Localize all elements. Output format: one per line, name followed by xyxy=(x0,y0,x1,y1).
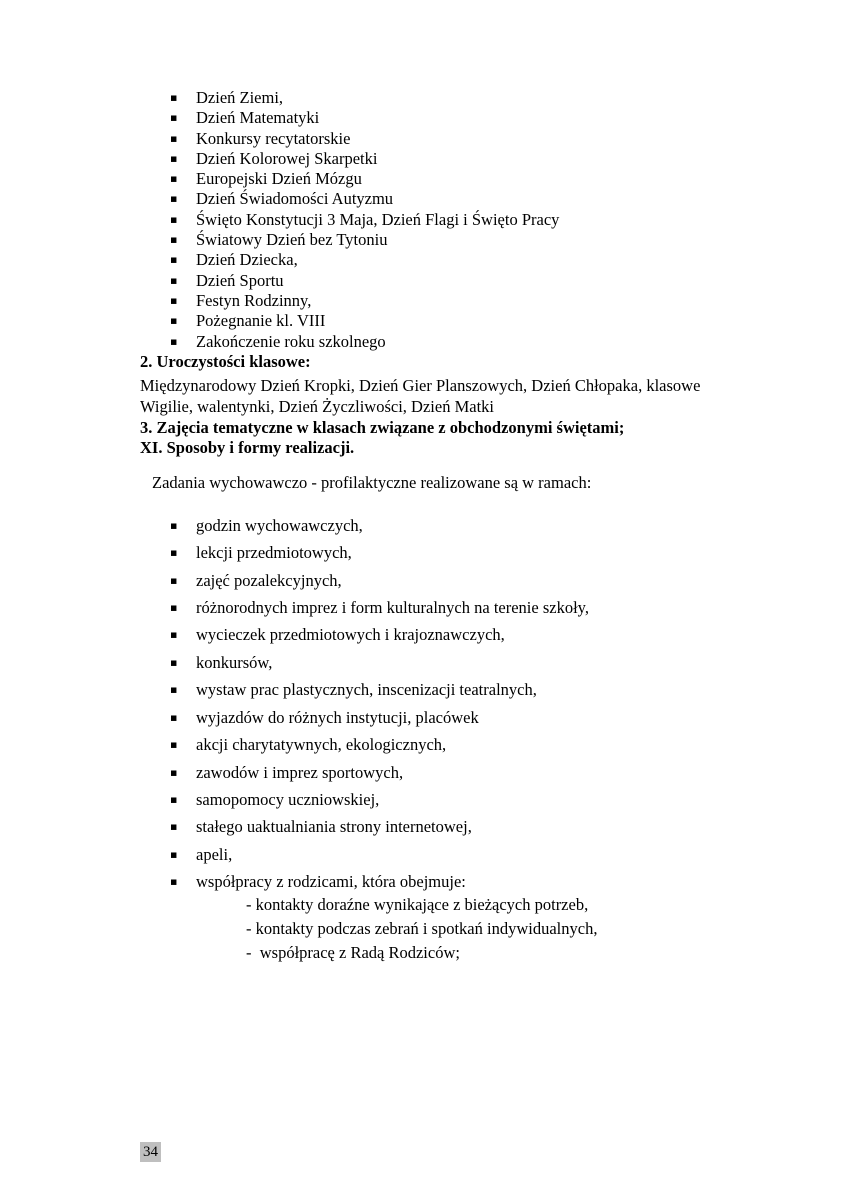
bullet-icon: ▪ xyxy=(170,765,178,779)
list-item xyxy=(140,571,754,591)
section-heading-zajecia-tematyczne: 3. Zajęcia tematyczne w klasach związane z obchodzonymi świętami; xyxy=(140,417,625,437)
list-item xyxy=(140,210,754,230)
list-item-text: Dzień Ziemi, xyxy=(196,88,284,107)
page-content xyxy=(140,88,754,972)
list-item-text: wycieczek przedmiotowych i krajoznawczych, xyxy=(196,625,505,645)
list-item-text: apeli, xyxy=(196,844,233,864)
list-item-text: Dzień Sportu xyxy=(196,270,284,290)
list-item-text: Zakończenie roku szkolnego xyxy=(196,331,386,351)
list-item-text: samopomocy uczniowskiej, xyxy=(196,789,380,809)
list-item-text: Dzień Kolorowej Skarpetki xyxy=(196,148,378,168)
list-item xyxy=(140,108,754,128)
bullet-icon: ▪ xyxy=(170,792,178,806)
list-item xyxy=(140,735,754,755)
list-item xyxy=(140,271,754,291)
bullet-icon: ▪ xyxy=(170,334,178,348)
list-item xyxy=(140,88,754,108)
list-item xyxy=(140,169,754,189)
list-item xyxy=(140,250,754,270)
list-item xyxy=(140,516,754,536)
list-item-text: wyjazdów do różnych instytucji, placówek xyxy=(196,707,479,727)
list-item-text: godzin wychowawczych, xyxy=(196,515,363,535)
bullet-icon: ▪ xyxy=(170,875,178,889)
bullet-icon: ▪ xyxy=(170,233,178,247)
list-item xyxy=(140,230,754,250)
list-item xyxy=(140,763,754,783)
list-item-text: Europejski Dzień Mózgu xyxy=(196,169,362,189)
list-item xyxy=(140,625,754,645)
sub-list-item: - kontakty podczas zebrań i spotkań indywidualnych, xyxy=(246,918,598,938)
list-item-text: zawodów i imprez sportowych, xyxy=(196,762,404,782)
bullet-icon: ▪ xyxy=(170,820,178,834)
section11-intro-text: Zadania wychowawczo - profilaktyczne realizowane są w ramach: xyxy=(152,472,592,492)
bullet-icon: ▪ xyxy=(170,253,178,267)
list-item xyxy=(140,653,754,673)
list-item xyxy=(140,872,754,964)
list-item-text: Pożegnanie kl. VIII xyxy=(196,311,326,331)
list-item-text: lekcji przedmiotowych, xyxy=(196,543,352,563)
bullet-icon: ▪ xyxy=(170,111,178,125)
list-item xyxy=(140,332,754,352)
list-item-text: Światowy Dzień bez Tytoniu xyxy=(196,230,388,250)
page-number: 34 xyxy=(140,1142,161,1162)
bullet-icon: ▪ xyxy=(170,314,178,328)
list-item-text: Dzień Świadomości Autyzmu xyxy=(196,189,394,209)
list-item-text: Konkursy recytatorskie xyxy=(196,128,351,148)
list-item xyxy=(140,708,754,728)
bullet-icon: ▪ xyxy=(170,655,178,669)
bullet-icon: ▪ xyxy=(170,131,178,145)
list-item-text: Święto Konstytucji 3 Maja, Dzień Flagi i Święto Pracy xyxy=(196,209,560,229)
bullet-icon: ▪ xyxy=(170,628,178,642)
list-item-text: zajęć pozalekcyjnych, xyxy=(196,570,342,590)
list-item xyxy=(140,149,754,169)
list-item xyxy=(140,311,754,331)
list-item-text: Dzień Matematyki xyxy=(196,108,320,128)
bullet-icon: ▪ xyxy=(170,273,178,287)
events-bullet-list xyxy=(140,88,754,352)
list-item xyxy=(140,189,754,209)
list-item-text: wystaw prac plastycznych, inscenizacji teatralnych, xyxy=(196,680,537,700)
bullet-icon: ▪ xyxy=(170,293,178,307)
bullet-icon: ▪ xyxy=(170,683,178,697)
bullet-icon: ▪ xyxy=(170,847,178,861)
list-item-text: Dzień Dziecka, xyxy=(196,250,298,270)
list-item xyxy=(140,680,754,700)
realizacja-bullet-list xyxy=(140,516,754,965)
section-heading-sposoby-formy: XI. Sposoby i formy realizacji. xyxy=(140,437,355,457)
bullet-icon: ▪ xyxy=(170,601,178,615)
bullet-icon: ▪ xyxy=(170,738,178,752)
list-item xyxy=(140,845,754,865)
section-heading-uroczystosci-klasowe: 2. Uroczystości klasowe: xyxy=(140,351,311,371)
list-item-text: stałego uaktualniania strony internetowej, xyxy=(196,817,472,837)
list-item-text: różnorodnych imprez i form kulturalnych na terenie szkoły, xyxy=(196,598,589,618)
list-item xyxy=(140,129,754,149)
bullet-icon: ▪ xyxy=(170,546,178,560)
list-item-text: akcji charytatywnych, ekologicznych, xyxy=(196,735,447,755)
bullet-icon: ▪ xyxy=(170,518,178,532)
sub-list-item: - kontakty doraźne wynikające z bieżących potrzeb, xyxy=(246,894,589,914)
bullet-icon: ▪ xyxy=(170,151,178,165)
bullet-icon: ▪ xyxy=(170,573,178,587)
bullet-icon: ▪ xyxy=(170,172,178,186)
list-item xyxy=(140,817,754,837)
list-item-text: konkursów, xyxy=(196,652,273,672)
list-item xyxy=(140,291,754,311)
section2-body-text: Międzynarodowy Dzień Kropki, Dzień Gier Planszowych, Dzień Chłopaka, klasowe Wigilie, walentynki, Dzień Życzliwości, Dzień Matki xyxy=(140,375,701,417)
bullet-icon: ▪ xyxy=(170,710,178,724)
bullet-icon: ▪ xyxy=(170,212,178,226)
list-item-text: współpracy z rodzicami, która obejmuje: xyxy=(196,872,466,892)
list-item xyxy=(140,543,754,563)
list-item xyxy=(140,598,754,618)
sub-list-item: - współpracę z Radą Rodziców; xyxy=(246,942,460,962)
list-item-text: Festyn Rodzinny, xyxy=(196,290,312,310)
bullet-icon: ▪ xyxy=(170,91,178,104)
list-item xyxy=(140,790,754,810)
bullet-icon: ▪ xyxy=(170,192,178,206)
